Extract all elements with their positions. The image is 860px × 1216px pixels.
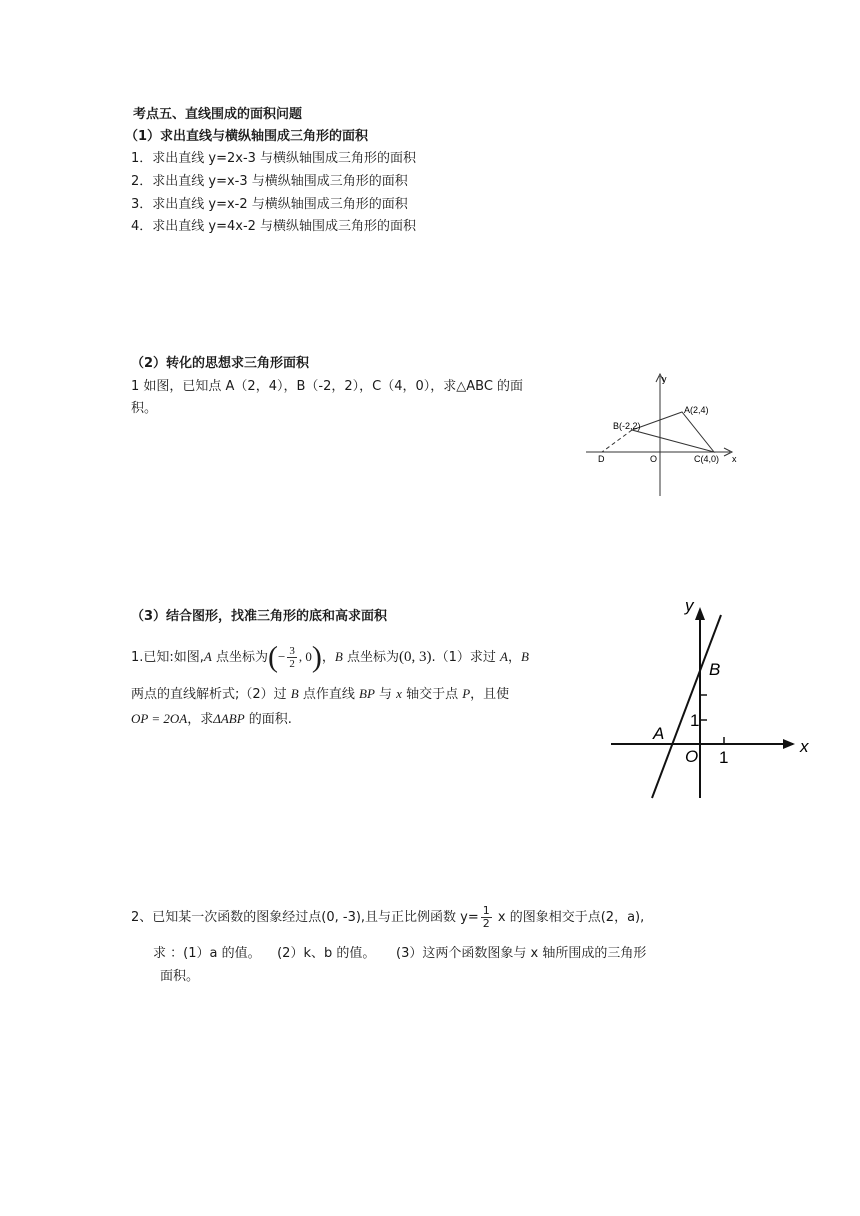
var-a: A (203, 649, 212, 664)
fraction-num: 3 (289, 645, 295, 657)
section-title: 考点五、直线围成的面积问题 (133, 107, 303, 122)
x-axis-arrow (783, 739, 795, 749)
point-b-label: B(-2,2) (613, 421, 641, 431)
part3-problem-line2 (131, 683, 509, 706)
x-axis-label: x (800, 737, 809, 756)
figure-triangle-abc (580, 370, 750, 500)
coord-b: (0, 3) (398, 649, 432, 665)
fraction-one-half (481, 905, 492, 930)
fraction-den: 2 (289, 658, 295, 670)
paren-open: ( (268, 640, 279, 674)
text: x 的图象相交于点(2，a), (493, 910, 645, 925)
equation-op-2oa: OP = 2OA (131, 711, 188, 726)
text: 2、已知某一次函数的图象经过点(0, -3),且与正比例函数 y= (131, 910, 479, 925)
var-b: B (290, 686, 299, 701)
part3-heading: （3）结合图形，找准三角形的底和高求面积 (131, 609, 388, 624)
problem2-line2: 求 ：(1）a 的值。 (2）k、b 的值。 (3）这两个函数图象与 x 轴所围成的三角形 (153, 946, 647, 961)
text: .（1）求过 (431, 650, 501, 665)
coord-a-rest: , 0 (298, 649, 312, 664)
point-c-label: C(4,0) (694, 454, 720, 464)
origin-label: O (650, 454, 658, 464)
var-bp: BP (359, 686, 375, 701)
var-p: P (462, 686, 471, 701)
part1-heading: （1）求出直线与横纵轴围成三角形的面积 (125, 129, 369, 144)
paren-close: ) (311, 640, 322, 674)
var-x: x (396, 686, 402, 701)
line-ab (652, 615, 721, 798)
point-d-label: D (598, 454, 605, 464)
origin-label: O (685, 747, 699, 766)
var-b: B (520, 649, 529, 664)
part1-item-1: 1．求出直线 y=2x-3 与横纵轴围成三角形的面积 (131, 151, 417, 166)
text: ， (321, 650, 335, 665)
text: 的面积. (244, 712, 292, 727)
y-axis-label: y (685, 596, 694, 615)
dashed-line-bd (602, 430, 632, 452)
point-b-label: B (709, 660, 721, 679)
triangle-abp: ΔABP (213, 711, 245, 726)
y-axis-label: y (662, 374, 667, 384)
text: 与 (374, 687, 397, 702)
part1-item-4: 4．求出直线 y=4x-2 与横纵轴围成三角形的面积 (131, 219, 417, 234)
fraction-three-halves (287, 645, 297, 670)
var-b: B (334, 649, 343, 664)
figure-line-ab (605, 593, 830, 803)
text: 点坐标为 (211, 650, 269, 665)
part2-problem-line2: 积。 (131, 401, 158, 416)
problem2-line3: 面积。 (160, 969, 200, 984)
y-tick-label: 1 (690, 711, 700, 730)
part3-problem-line3 (131, 708, 292, 731)
part2-problem-line1: 1 如图，已知点 A（2，4），B（-2，2），C（4，0），求△ABC 的面 (131, 379, 524, 394)
var-a: A (500, 649, 508, 664)
part2-heading: （2）转化的思想求三角形面积 (131, 356, 310, 371)
part1-item-3: 3．求出直线 y=x-2 与横纵轴围成三角形的面积 (131, 197, 408, 212)
text: ，求 (187, 712, 214, 727)
triangle-abc (632, 412, 714, 452)
point-a-label: A(2,4) (684, 405, 709, 415)
problem2-line1 (131, 898, 644, 938)
fraction-den: 2 (482, 917, 490, 930)
part1-item-2: 2．求出直线 y=x-3 与横纵轴围成三角形的面积 (131, 174, 408, 189)
part3-problem-line1 (131, 640, 529, 674)
minus-sign: − (278, 649, 286, 664)
y-axis-arrow (695, 607, 705, 620)
text: 点坐标为 (342, 650, 399, 665)
text: 点作直线 (298, 687, 360, 702)
text: 轴交于点 (401, 687, 463, 702)
point-a-label: A (653, 724, 665, 743)
text: 1.已知:如图, (131, 650, 204, 665)
text: ，且使 (470, 687, 510, 702)
text: ， (507, 650, 521, 665)
text: 两点的直线解析式;（2）过 (131, 687, 291, 702)
x-tick-label: 1 (719, 748, 729, 767)
x-axis-label: x (732, 454, 737, 464)
fraction-num: 1 (482, 904, 490, 917)
